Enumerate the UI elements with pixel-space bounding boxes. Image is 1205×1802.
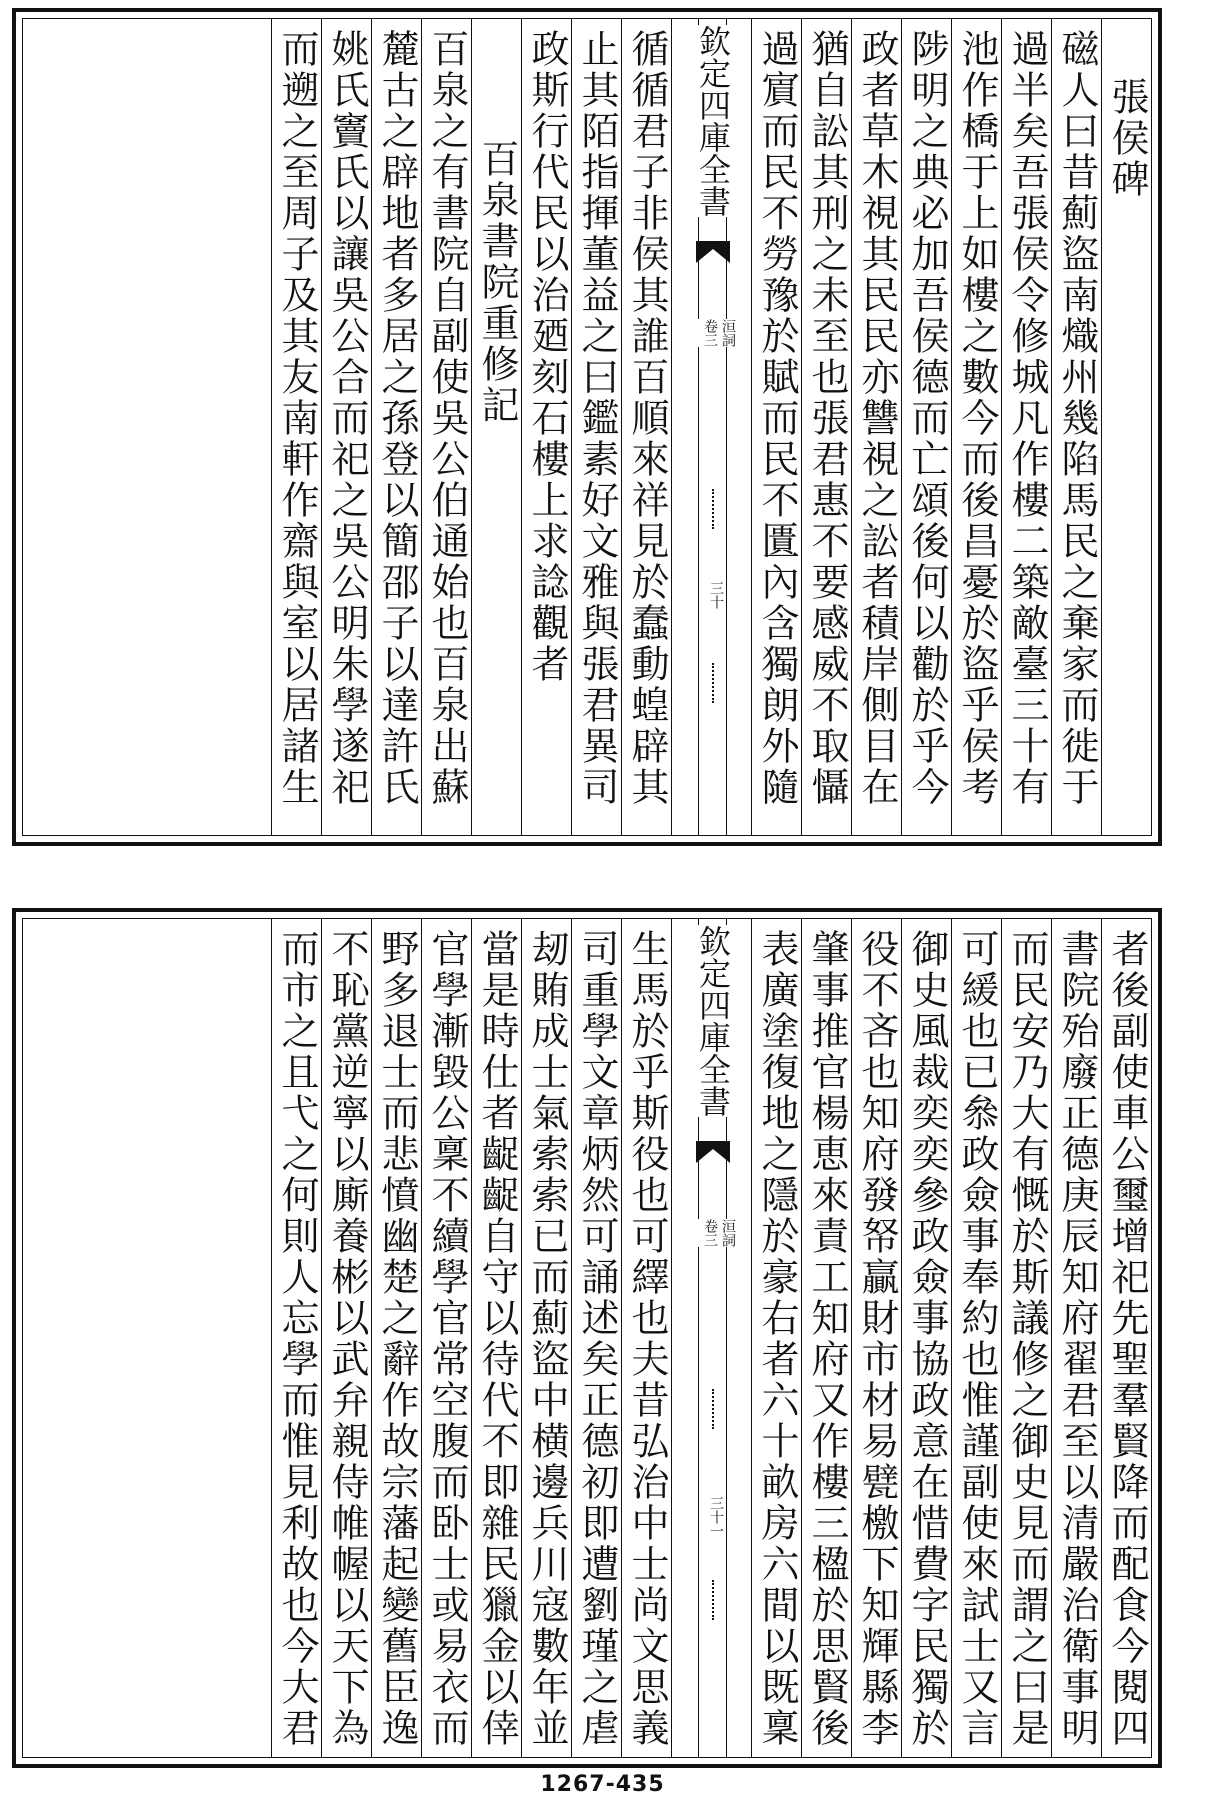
text-column (321, 919, 371, 1757)
column-text: 不恥黨逆寧以廝養彬以武弁親侍帷幄以天下為 (325, 929, 369, 1749)
text-column (371, 19, 421, 835)
column-text: 表廣塗復地之隱於豪右者六十畝房六間以既稟 (755, 929, 799, 1749)
text-column (851, 19, 901, 835)
text-column (571, 19, 621, 835)
column-text: 過賔而民不勞豫於賦而民不匱內含獨朗外隨 (755, 29, 799, 808)
volume-number: 卷三 (702, 319, 718, 347)
text-column (851, 919, 901, 1757)
top-page-columns (23, 19, 1151, 835)
column-text: 當是時仕者齪齪自守以待代不即雜民獵金以倖 (475, 929, 519, 1749)
text-column (1051, 19, 1101, 835)
text-column (751, 919, 801, 1757)
column-text: 政者草木視其民民亦讐視之訟者積岸側目在 (855, 29, 899, 808)
book-title: 洹詞 (720, 1219, 736, 1247)
column-text: 御史風裁奕奕參政僉事協政意在惜費字民獨於 (905, 929, 949, 1749)
text-column (951, 919, 1001, 1757)
page-number: 三十一 (700, 1496, 726, 1538)
bottom-page (12, 908, 1162, 1768)
volume-number: 卷三 (702, 1219, 718, 1247)
text-column (1001, 919, 1051, 1757)
top-page (12, 8, 1162, 846)
text-column (571, 919, 621, 1757)
column-text: 者後副使車公璽增祀先聖羣賢降而配食今閱四 (1105, 929, 1149, 1749)
column-text: 磁人曰昔薊盜南熾州幾陷馬民之棄家而徙于 (1055, 29, 1099, 808)
text-column (271, 19, 321, 835)
text-column (521, 19, 571, 835)
text-column (621, 919, 671, 1757)
column-text: 麓古之辟地者多居之孫登以簡邵子以達許氏 (375, 29, 419, 808)
text-column (621, 19, 671, 835)
divider-dots (712, 1389, 716, 1429)
fish-tail-mark (696, 241, 730, 263)
text-column (471, 19, 521, 835)
center-fold-column (671, 919, 751, 1757)
column-text: 官學漸毀公稟不續學官常空腹而卧士或易衣而 (425, 929, 469, 1749)
column-text: 肇事推官楊恵來責工知府又作樓三楹於思賢後 (805, 929, 849, 1749)
column-text: 池作橋于上如樓之數今而後昌憂於盜乎侯考 (955, 29, 999, 808)
column-text: 政斯行代民以治廼刻石樓上求諗觀者 (525, 29, 569, 685)
text-column (1001, 19, 1051, 835)
divider-dots (712, 1580, 716, 1620)
column-text: 司重學文章炳然可誦述矣正德初即遭劉瑾之虐 (575, 929, 619, 1749)
text-column (901, 19, 951, 835)
fish-tail-mark (696, 1141, 730, 1163)
library-title: 欽定四庫全書 (694, 925, 732, 1117)
column-text: 百泉書院重修記 (475, 139, 519, 426)
book-title: 洹詞 (720, 319, 736, 347)
text-column (1101, 19, 1151, 835)
column-text: 可緩也已叅政僉事奉約也惟謹副使來試士又言 (955, 929, 999, 1749)
column-text: 姚氏竇氏以讓吳公合而祀之吳公明朱學遂祀 (325, 29, 369, 808)
text-column (371, 919, 421, 1757)
divider-dots (712, 489, 716, 529)
column-text: 生馬於乎斯役也可繹也夫昔弘治中士尚文思義 (625, 929, 669, 1749)
text-column (951, 19, 1001, 835)
top-page-frame (22, 18, 1152, 836)
column-text: 百泉之有書院自副使吳公伯通始也百泉出蘇 (425, 29, 469, 808)
book-volume-label (692, 319, 736, 347)
text-column (901, 919, 951, 1757)
text-column (421, 919, 471, 1757)
text-column (1101, 919, 1151, 1757)
page-number: 三十 (700, 581, 726, 609)
column-text: 循循君子非侯其誰百順來祥見於蠢動蝗辟其 (625, 29, 669, 808)
library-title: 欽定四庫全書 (694, 25, 732, 217)
text-column (1051, 919, 1101, 1757)
column-text: 張侯碑 (1105, 77, 1149, 200)
center-fold-column (671, 19, 751, 835)
column-text: 而遡之至周子及其友南軒作齋與室以居諸生 (275, 29, 319, 808)
column-text: 役不吝也知府發帑贏財市材易甓檄下知輝縣李 (855, 929, 899, 1749)
column-text: 猶自訟其刑之未至也張君惠不要感威不取懾 (805, 29, 849, 808)
text-column (521, 919, 571, 1757)
text-column (421, 19, 471, 835)
column-text: 而民安乃大有慨於斯議修之御史見而謂之曰是 (1005, 929, 1049, 1749)
column-text: 過半矣吾張侯令修城凡作樓二築敵臺三十有 (1005, 29, 1049, 808)
text-column (271, 919, 321, 1757)
column-text: 書院殆廢正德庚辰知府翟君至以清嚴治衛事明 (1055, 929, 1099, 1749)
bottom-page-frame (22, 918, 1152, 1758)
column-text: 刼賄成士氣索索已而薊盜中横邊兵川寇數年並 (525, 929, 569, 1749)
book-volume-label (692, 1219, 736, 1247)
text-column (801, 919, 851, 1757)
divider-dots (712, 663, 716, 703)
column-text: 陟明之典必加吾侯德而亡頌後何以勸於乎今 (905, 29, 949, 808)
text-column (321, 19, 371, 835)
page-reference: 1267-435 (540, 1772, 665, 1797)
text-column (471, 919, 521, 1757)
column-text: 野多退士而悲憤幽楚之辭作故宗藩起變舊臣逸 (375, 929, 419, 1749)
column-text: 止其陌指揮董益之曰鑑素好文雅與張君異司 (575, 29, 619, 808)
bottom-page-columns (23, 919, 1151, 1757)
column-text: 而市之且弋之何則人忘學而惟見利故也今大君 (275, 929, 319, 1749)
text-column (751, 19, 801, 835)
text-column (801, 19, 851, 835)
